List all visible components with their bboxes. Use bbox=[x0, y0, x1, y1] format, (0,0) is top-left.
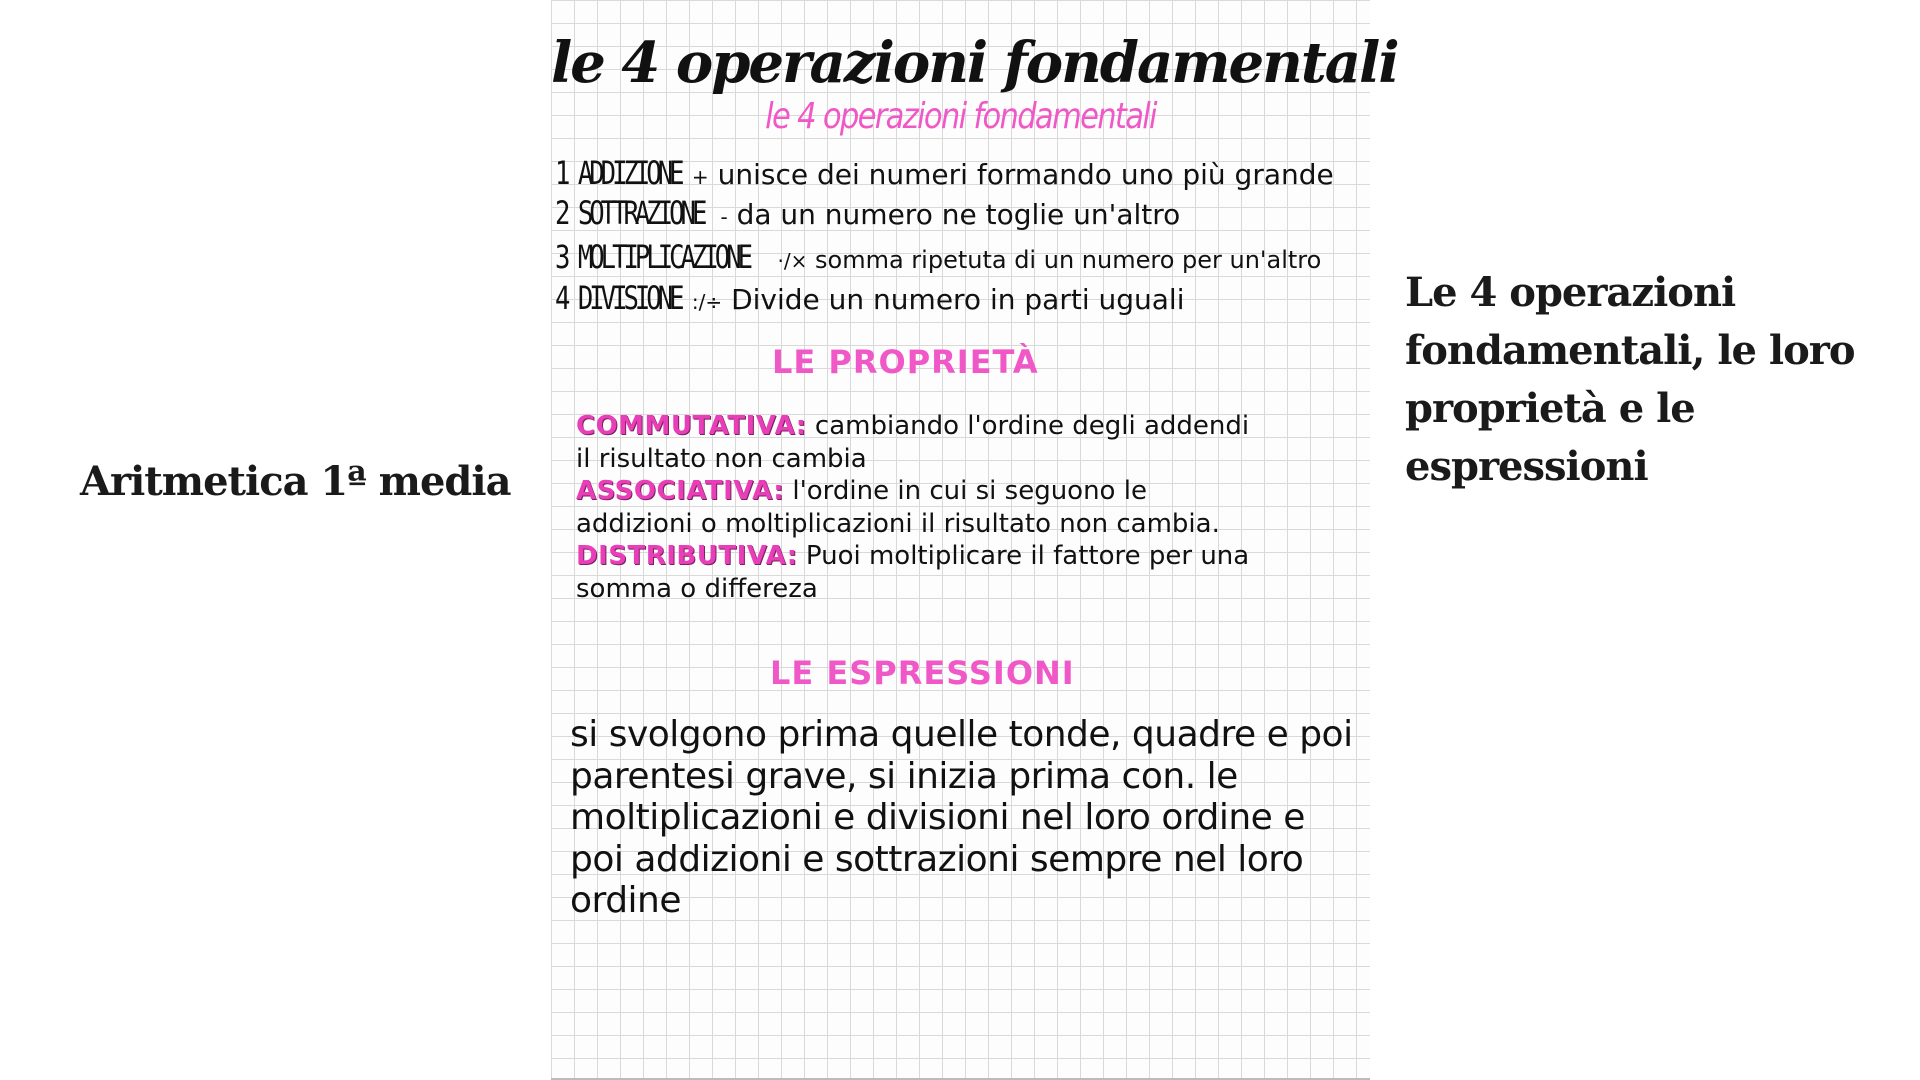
operation-name: 1 ADDIZIONE bbox=[555, 154, 681, 192]
operation-name: 2 SOTTRAZIONE bbox=[555, 194, 704, 232]
operation-symbol: ·/× bbox=[777, 249, 808, 273]
property-item bbox=[576, 540, 1256, 605]
property-name: ASSOCIATIVA: bbox=[576, 476, 785, 506]
topic-description: Le 4 operazioni fondamentali, le loro proprietà e le espressioni bbox=[1405, 269, 1855, 490]
expressions-heading: LE ESPRESSIONI bbox=[770, 654, 1075, 692]
operation-description: da un numero ne toglie un'altro bbox=[736, 198, 1181, 231]
operation-description: unisce dei numeri formando uno più grande bbox=[717, 158, 1334, 191]
operation-item bbox=[555, 154, 1334, 192]
operation-description: somma ripetuta di un numero per un'altro bbox=[815, 246, 1322, 274]
properties-list bbox=[576, 410, 1256, 605]
operation-symbol: + bbox=[691, 165, 709, 189]
notebook-page bbox=[551, 0, 1398, 1080]
expressions-text: si svolgono prima quelle tonde, quadre e poi parentesi grave, si inizia prima con. le moltiplicazioni e divisioni nel loro ordine e poi addizioni e sottrazioni sempre nel loro ordine bbox=[570, 714, 1353, 921]
property-name: DISTRIBUTIVA: bbox=[576, 541, 798, 571]
property-item bbox=[576, 475, 1256, 540]
property-text: cambiando l'ordine degli addendi il risultato non cambia bbox=[576, 411, 1250, 474]
operation-description: Divide un numero in parti uguali bbox=[731, 283, 1185, 316]
operation-symbol: :/÷ bbox=[691, 290, 723, 314]
operation-item bbox=[555, 194, 1180, 232]
property-name: COMMUTATIVA: bbox=[576, 411, 807, 441]
page-title: le 4 operazioni fondamentali bbox=[551, 30, 1398, 96]
property-item bbox=[576, 410, 1256, 475]
property-text: Puoi moltiplicare il fattore per una somma o differeza bbox=[576, 541, 1250, 604]
operation-symbol: - bbox=[720, 205, 728, 229]
properties-heading: LE PROPRIETÀ bbox=[772, 343, 1039, 381]
page-subtitle: le 4 operazioni fondamentali bbox=[765, 96, 1156, 137]
subject-label: Aritmetica 1ª media bbox=[80, 458, 511, 505]
operation-name: 4 DIVISIONE bbox=[555, 279, 681, 317]
operation-item bbox=[555, 279, 1184, 317]
property-text: l'ordine in cui si seguono le addizioni o moltiplicazioni il risultato non cambia. bbox=[576, 476, 1220, 539]
operation-item bbox=[555, 238, 1321, 276]
operation-name: 3 MOLTIPLICAZIONE bbox=[555, 238, 750, 276]
